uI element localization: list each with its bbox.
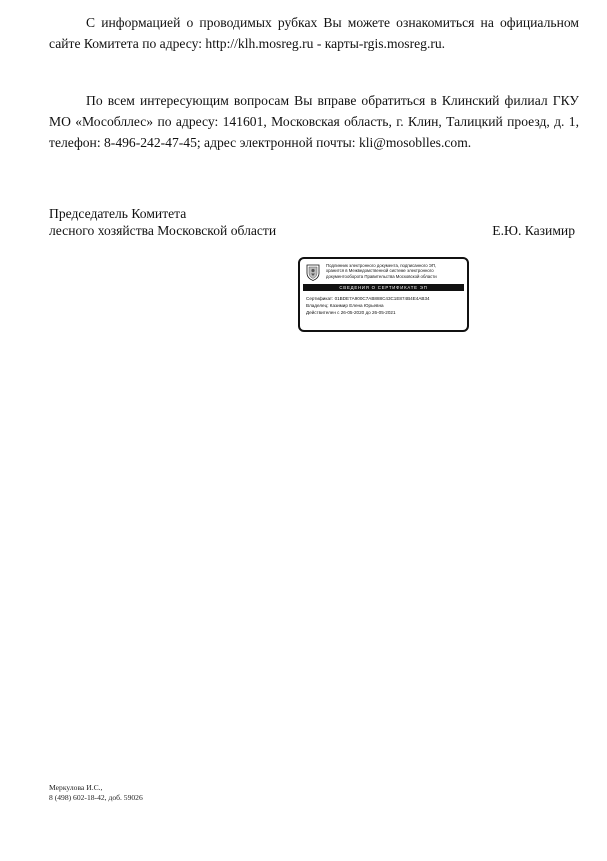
signatory-name: Е.Ю. Казимир: [492, 223, 575, 238]
certificate-owner: Владелец: Казимир Елена Юрьевна: [306, 303, 384, 309]
stamp-header-line: хранится в Межведомственной системе электронного: [326, 268, 434, 274]
certificate-validity: Действителен с 26-05-2020 до 26-05-2021: [306, 310, 396, 316]
stamp-header: [326, 263, 466, 279]
stamp-header-line: Подлинник электронного документа, подписанного ЭП,: [326, 263, 437, 268]
executor-phone: 8 (498) 602-18-42, доб. 59026: [49, 793, 143, 802]
stamp-title-bar: СВЕДЕНИЯ О СЕРТИФИКАТЕ ЭП: [303, 284, 464, 291]
certificate-number: Сертификат: 01BDE7A900C7AB888C43C1E874B4E4AB34: [306, 296, 430, 301]
signature-block: [49, 205, 579, 239]
electronic-signature-stamp: [298, 257, 469, 332]
executor-footer: [49, 783, 143, 803]
executor-name: Меркулова И.С.,: [49, 783, 103, 792]
signatory-title-line-2: лесного хозяйства Московской области: [49, 223, 277, 238]
info-paragraph: С информацией о проводимых рубках Вы можете ознакомиться на официальном сайте Комитета по адресу: http://klh.mosreg.ru - карты-rgis.mosreg.ru.: [49, 15, 579, 51]
coat-of-arms-icon: [306, 264, 320, 281]
stamp-header-line: документооборота Правительства Московской области: [326, 273, 437, 279]
certificate-details: [306, 295, 466, 317]
contact-paragraph: По всем интересующим вопросам Вы вправе обратиться в Клинский филиал ГКУ МО «Мособллес» по адресу: 141601, Московская область, г. Клин, Талицкий проезд, д. 1, телефон: 8-496-242-47-45; адрес электронной почты: kli@mosoblles.com.: [49, 93, 579, 150]
signatory-title-line-1: Председатель Комитета: [49, 206, 187, 221]
